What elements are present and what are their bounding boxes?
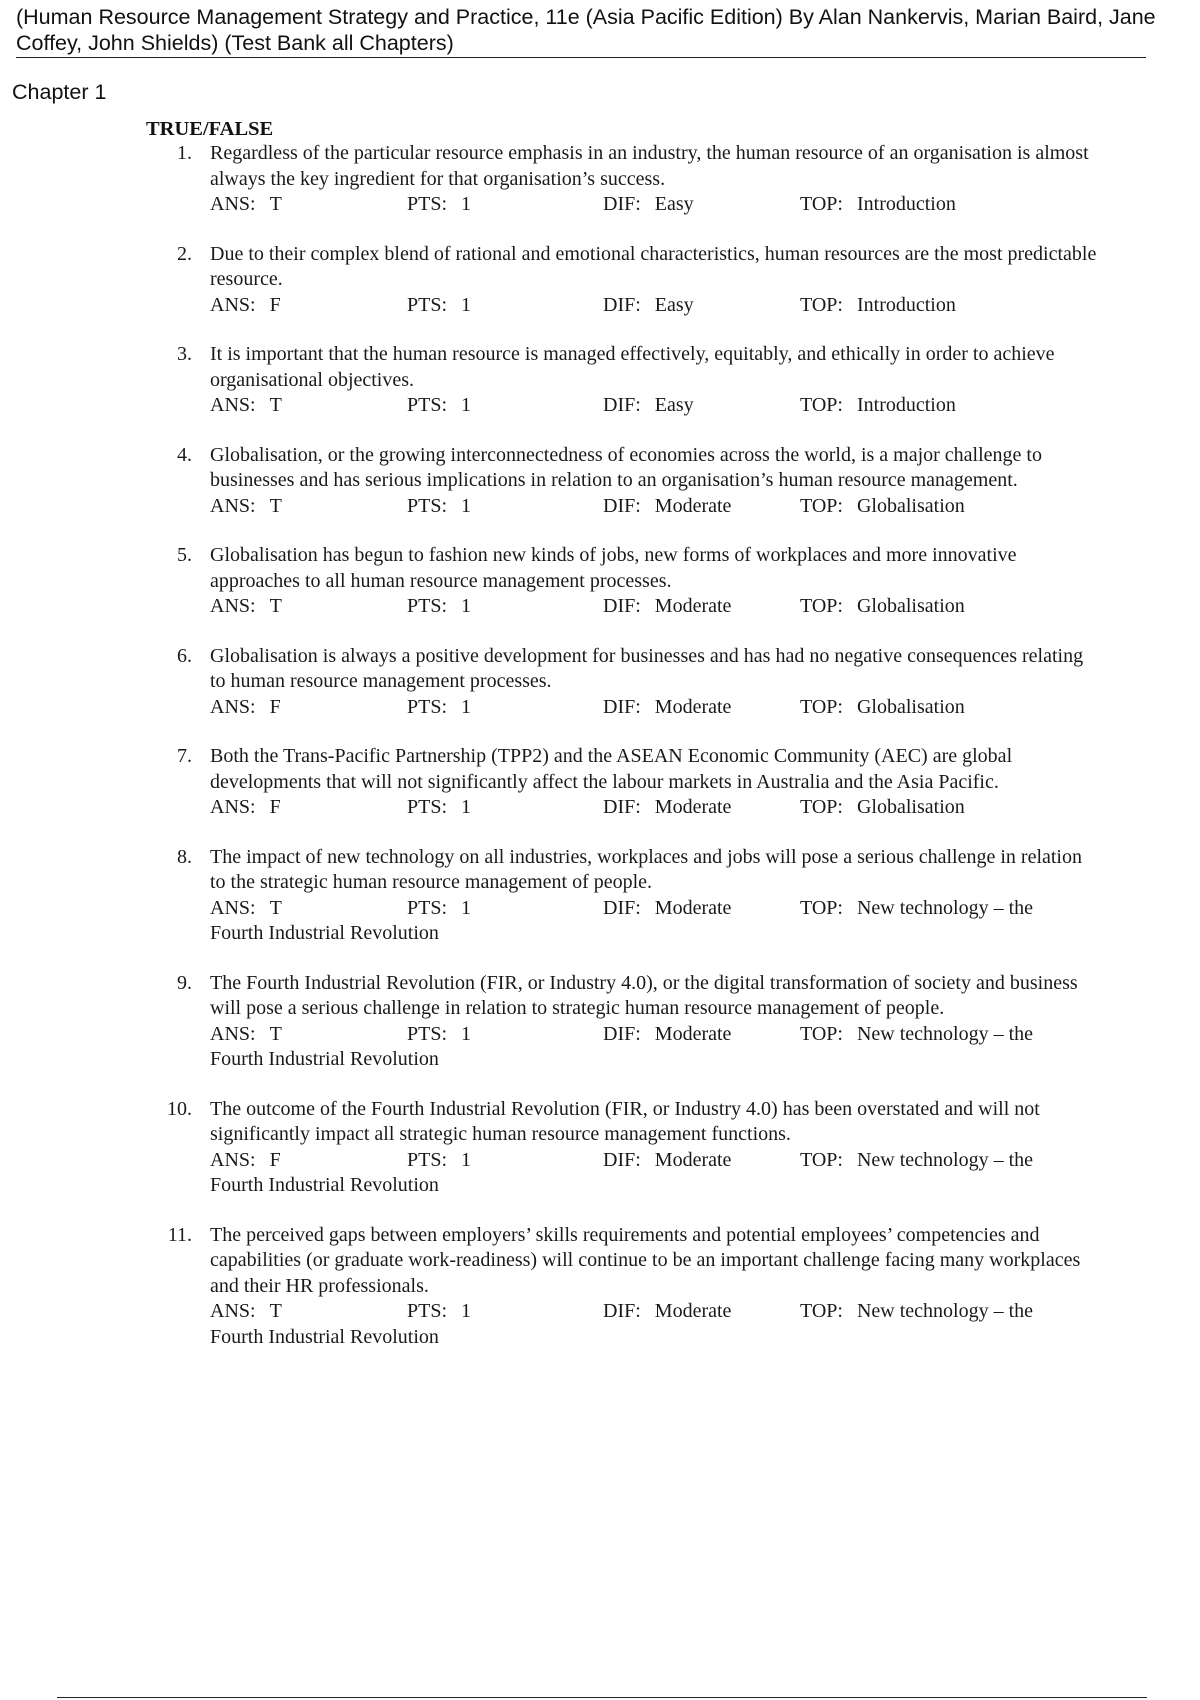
topic-value: Introduction	[856, 193, 956, 215]
answer-meta	[210, 192, 1200, 218]
points-field	[407, 1022, 471, 1048]
difficulty-value: Moderate	[654, 494, 732, 517]
question-number: 3.	[177, 343, 192, 365]
points-label: PTS:	[407, 695, 448, 718]
topic-value: Introduction	[856, 293, 956, 316]
question-item	[0, 644, 1200, 721]
difficulty-field	[603, 1148, 731, 1174]
question-number: 8.	[177, 845, 192, 868]
topic-field	[800, 795, 965, 821]
question-number: 1.	[177, 142, 192, 164]
difficulty-label: DIF:	[603, 293, 641, 316]
answer-label: ANS:	[210, 896, 256, 919]
topic-field	[800, 494, 965, 520]
topic-label: TOP:	[800, 896, 843, 919]
points-label: PTS:	[407, 896, 448, 919]
question-item	[0, 845, 1200, 947]
answer-meta	[210, 1022, 1200, 1048]
answer-label: ANS:	[210, 1300, 256, 1322]
answer-label: ANS:	[210, 494, 256, 517]
difficulty-label: DIF:	[603, 595, 641, 617]
answer-meta	[210, 393, 1200, 419]
points-value: 1	[461, 394, 472, 416]
question-number: 7.	[177, 745, 192, 767]
topic-value: New technology – the	[856, 896, 1034, 919]
topic-value: Globalisation	[856, 494, 965, 517]
topic-field	[800, 594, 965, 620]
question-text: Globalisation has begun to fashion new kinds of jobs, new forms of workplaces and more innovative approaches to all human resource management processes.	[210, 544, 1017, 592]
topic-value: Introduction	[856, 394, 956, 416]
topic-field	[800, 192, 956, 218]
question-item	[0, 242, 1200, 319]
answer-label: ANS:	[210, 394, 256, 416]
points-label: PTS:	[407, 796, 448, 818]
points-value: 1	[461, 1148, 472, 1171]
question-text: The impact of new technology on all industries, workplaces and jobs will pose a serious challenge in relation to the strategic human resource management of people.	[210, 845, 1082, 893]
points-value: 1	[461, 494, 472, 517]
topic-value: Globalisation	[856, 796, 965, 818]
answer-label: ANS:	[210, 1148, 256, 1171]
points-value: 1	[461, 293, 472, 316]
points-label: PTS:	[407, 595, 448, 617]
answer-meta	[210, 795, 1200, 821]
topic-label: TOP:	[800, 695, 843, 718]
points-label: PTS:	[407, 1148, 448, 1171]
answer-value: F	[269, 695, 281, 718]
difficulty-value: Moderate	[654, 1148, 732, 1171]
question-item	[0, 543, 1200, 620]
topic-continuation: Fourth Industrial Revolution	[210, 1325, 439, 1348]
topic-field	[800, 1148, 1033, 1174]
difficulty-field	[603, 1299, 731, 1325]
points-field	[407, 1148, 471, 1174]
difficulty-field	[603, 293, 694, 319]
answer-label: ANS:	[210, 293, 256, 316]
question-text: The outcome of the Fourth Industrial Revolution (FIR, or Industry 4.0) has been overstated and will not significantly impact all strategic human resource management functions.	[210, 1097, 1040, 1145]
difficulty-field	[603, 594, 731, 620]
answer-value: T	[269, 193, 282, 215]
question-text: It is important that the human resource is managed effectively, equitably, and ethically in order to achieve organisational objectives.	[210, 343, 1055, 391]
topic-value: Globalisation	[856, 695, 965, 718]
points-field	[407, 192, 471, 218]
points-label: PTS:	[407, 494, 448, 517]
difficulty-field	[603, 1022, 731, 1048]
difficulty-value: Easy	[654, 193, 694, 215]
answer-meta	[210, 1148, 1200, 1174]
answer-field	[210, 1148, 281, 1174]
answer-field	[210, 594, 282, 620]
points-field	[407, 1299, 471, 1325]
topic-continuation: Fourth Industrial Revolution	[210, 1048, 439, 1070]
answer-value: F	[269, 796, 281, 818]
points-value: 1	[461, 796, 472, 818]
topic-label: TOP:	[800, 394, 843, 416]
answer-value: T	[269, 494, 282, 517]
answer-field	[210, 293, 281, 319]
difficulty-field	[603, 192, 694, 218]
answer-field	[210, 896, 282, 922]
topic-continuation: Fourth Industrial Revolution	[210, 922, 439, 944]
header-divider	[16, 57, 1146, 58]
question-number: 4.	[177, 443, 192, 466]
answer-value: T	[269, 1300, 282, 1322]
question-number: 6.	[177, 644, 192, 667]
topic-field	[800, 293, 956, 319]
topic-value: New technology – the	[856, 1022, 1034, 1045]
question-item	[0, 1223, 1200, 1351]
topic-field	[800, 1299, 1033, 1325]
answer-field	[210, 795, 281, 821]
topic-label: TOP:	[800, 1300, 843, 1322]
difficulty-label: DIF:	[603, 494, 641, 517]
question-text: Both the Trans-Pacific Partnership (TPP2) and the ASEAN Economic Community (AEC) are global developments that will not significantly affect the labour markets in Australia and the Asia Pacific.	[210, 745, 1013, 793]
answer-field	[210, 695, 281, 721]
topic-label: TOP:	[800, 293, 843, 316]
question-item	[0, 1097, 1200, 1199]
answer-value: F	[269, 1148, 281, 1171]
points-field	[407, 393, 471, 419]
topic-label: TOP:	[800, 595, 843, 617]
difficulty-label: DIF:	[603, 394, 641, 416]
answer-label: ANS:	[210, 796, 256, 818]
difficulty-label: DIF:	[603, 1148, 641, 1171]
topic-field	[800, 1022, 1033, 1048]
difficulty-label: DIF:	[603, 695, 641, 718]
answer-value: T	[269, 896, 282, 919]
answer-field	[210, 192, 282, 218]
topic-label: TOP:	[800, 193, 843, 215]
points-value: 1	[461, 1300, 472, 1322]
question-list	[0, 141, 1200, 1374]
points-field	[407, 594, 471, 620]
answer-meta	[210, 896, 1200, 922]
answer-field	[210, 494, 282, 520]
answer-meta	[210, 293, 1200, 319]
question-item	[0, 744, 1200, 821]
topic-continuation: Fourth Industrial Revolution	[210, 1174, 439, 1196]
points-value: 1	[461, 695, 472, 718]
question-number: 2.	[177, 242, 192, 265]
topic-value: Globalisation	[856, 595, 965, 617]
question-item	[0, 971, 1200, 1073]
difficulty-label: DIF:	[603, 796, 641, 818]
difficulty-label: DIF:	[603, 1022, 641, 1045]
section-title: TRUE/FALSE	[146, 118, 274, 140]
points-value: 1	[461, 896, 472, 919]
points-field	[407, 896, 471, 922]
document-header: (Human Resource Management Strategy and Practice, 11e (Asia Pacific Edition) By Alan Nankervis, Marian Baird, Jane Coffey, John Shields) (Test Bank all Chapters)	[16, 5, 1156, 55]
topic-value: New technology – the	[856, 1148, 1034, 1171]
points-label: PTS:	[407, 1300, 448, 1322]
difficulty-field	[603, 393, 694, 419]
question-number: 9.	[177, 971, 192, 994]
points-field	[407, 695, 471, 721]
question-item	[0, 342, 1200, 419]
difficulty-label: DIF:	[603, 896, 641, 919]
question-text: The perceived gaps between employers’ skills requirements and potential employees’ competencies and capabilities (or graduate work-readiness) will continue to be an important challenge facing many workplaces and their HR professionals.	[210, 1223, 1081, 1297]
points-value: 1	[461, 1022, 472, 1045]
difficulty-label: DIF:	[603, 1300, 641, 1322]
answer-value: T	[269, 394, 282, 416]
difficulty-field	[603, 795, 731, 821]
question-text: Regardless of the particular resource emphasis in an industry, the human resource of an organisation is almost always the key ingredient for that organisation’s success.	[210, 142, 1089, 190]
answer-meta	[210, 494, 1200, 520]
difficulty-value: Moderate	[654, 1022, 732, 1045]
chapter-title: Chapter 1	[12, 80, 107, 104]
topic-label: TOP:	[800, 1148, 843, 1171]
topic-label: TOP:	[800, 494, 843, 517]
answer-meta	[210, 1299, 1200, 1325]
answer-field	[210, 1299, 282, 1325]
question-text: Globalisation is always a positive development for businesses and has had no negative consequences relating to human resource management processes.	[210, 644, 1084, 692]
topic-field	[800, 393, 956, 419]
question-item	[0, 443, 1200, 520]
difficulty-field	[603, 695, 731, 721]
answer-meta	[210, 594, 1200, 620]
difficulty-value: Moderate	[654, 695, 732, 718]
question-text: Globalisation, or the growing interconnectedness of economies across the world, is a major challenge to businesses and has serious implications in relation to an organisation’s human resource management.	[210, 443, 1042, 491]
answer-label: ANS:	[210, 193, 256, 215]
answer-value: T	[269, 1022, 282, 1045]
answer-value: T	[269, 595, 282, 617]
points-field	[407, 293, 471, 319]
answer-field	[210, 1022, 282, 1048]
topic-label: TOP:	[800, 796, 843, 818]
difficulty-field	[603, 896, 731, 922]
topic-field	[800, 695, 965, 721]
question-item	[0, 141, 1200, 218]
topic-field	[800, 896, 1033, 922]
difficulty-value: Easy	[654, 293, 694, 316]
difficulty-value: Easy	[654, 394, 694, 416]
difficulty-value: Moderate	[654, 796, 732, 818]
points-label: PTS:	[407, 1022, 448, 1045]
question-text: The Fourth Industrial Revolution (FIR, or Industry 4.0), or the digital transformation of society and business will pose a serious challenge in relation to strategic human resource management of people.	[210, 971, 1078, 1019]
answer-meta	[210, 695, 1200, 721]
difficulty-value: Moderate	[654, 1300, 732, 1322]
points-label: PTS:	[407, 394, 448, 416]
difficulty-label: DIF:	[603, 193, 641, 215]
topic-value: New technology – the	[856, 1300, 1034, 1322]
points-field	[407, 494, 471, 520]
answer-label: ANS:	[210, 695, 256, 718]
points-label: PTS:	[407, 293, 448, 316]
difficulty-field	[603, 494, 731, 520]
question-number: 10.	[167, 1097, 192, 1120]
points-label: PTS:	[407, 193, 448, 215]
answer-label: ANS:	[210, 595, 256, 617]
footer-divider	[57, 1697, 1147, 1698]
difficulty-value: Moderate	[654, 595, 732, 617]
question-number: 11.	[167, 1223, 192, 1246]
answer-value: F	[269, 293, 281, 316]
answer-label: ANS:	[210, 1022, 256, 1045]
question-number: 5.	[177, 544, 192, 566]
question-text: Due to their complex blend of rational and emotional characteristics, human resources are the most predictable resource.	[210, 242, 1097, 290]
points-value: 1	[461, 193, 472, 215]
topic-label: TOP:	[800, 1022, 843, 1045]
answer-field	[210, 393, 282, 419]
difficulty-value: Moderate	[654, 896, 732, 919]
points-field	[407, 795, 471, 821]
points-value: 1	[461, 595, 472, 617]
